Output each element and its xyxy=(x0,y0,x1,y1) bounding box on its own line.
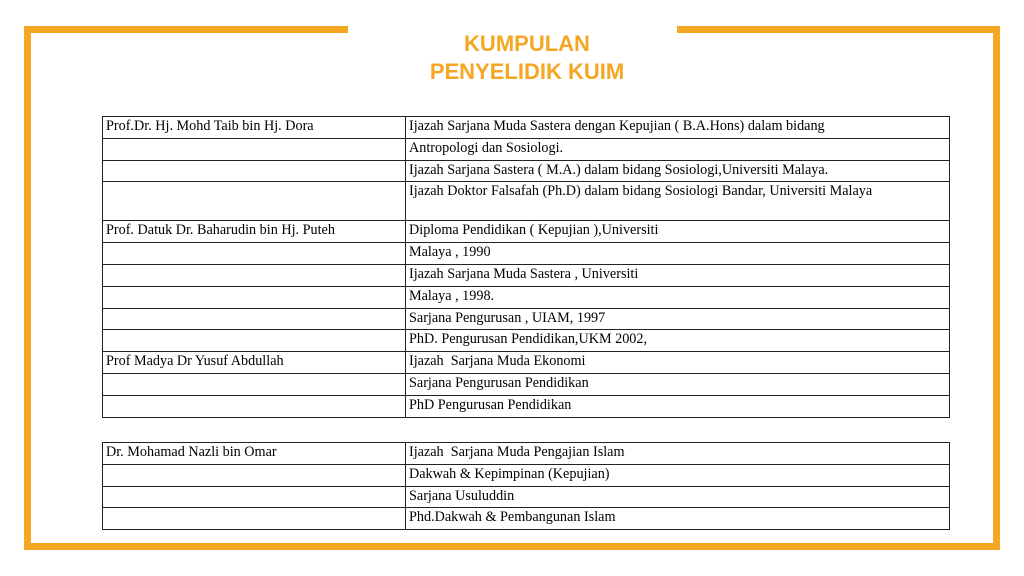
researcher-name xyxy=(103,395,406,417)
researcher-name xyxy=(103,243,406,265)
frame-right xyxy=(993,26,1000,550)
qualification: PhD. Pengurusan Pendidikan,UKM 2002, xyxy=(406,330,950,352)
table-row xyxy=(103,464,950,486)
table-row xyxy=(103,221,950,243)
researcher-name xyxy=(103,330,406,352)
qualification: Sarjana Pengurusan , UIAM, 1997 xyxy=(406,308,950,330)
researcher-name xyxy=(103,486,406,508)
qualification: Ijazah Doktor Falsafah (Ph.D) dalam bidang Sosiologi Bandar, Universiti Malaya xyxy=(406,182,950,221)
qualification: Ijazah Sarjana Muda Pengajian Islam xyxy=(406,443,950,465)
researcher-name: Prof. Datuk Dr. Baharudin bin Hj. Puteh xyxy=(103,221,406,243)
researcher-name xyxy=(103,286,406,308)
table-row xyxy=(103,330,950,352)
researcher-name xyxy=(103,308,406,330)
table-row xyxy=(103,486,950,508)
frame-bottom xyxy=(24,543,1000,550)
frame-top-right xyxy=(677,26,1000,33)
table-row xyxy=(103,443,950,465)
frame-top-left xyxy=(24,26,348,33)
qualification: Diploma Pendidikan ( Kepujian ),Universiti xyxy=(406,221,950,243)
table-row xyxy=(103,117,950,139)
frame-left xyxy=(24,26,31,550)
researcher-name: Prof.Dr. Hj. Mohd Taib bin Hj. Dora xyxy=(103,117,406,139)
researcher-table-1 xyxy=(102,116,950,418)
table-row xyxy=(103,395,950,417)
qualification: PhD Pengurusan Pendidikan xyxy=(406,395,950,417)
table-row xyxy=(103,182,950,221)
table-row xyxy=(103,286,950,308)
qualification: Malaya , 1998. xyxy=(406,286,950,308)
researcher-name xyxy=(103,182,406,221)
researcher-table-2 xyxy=(102,442,950,530)
table-row xyxy=(103,508,950,530)
researcher-name xyxy=(103,464,406,486)
table-row xyxy=(103,138,950,160)
table-row xyxy=(103,160,950,182)
researcher-name: Dr. Mohamad Nazli bin Omar xyxy=(103,443,406,465)
qualification: Ijazah Sarjana Muda Sastera dengan Kepujian ( B.A.Hons) dalam bidang xyxy=(406,117,950,139)
researcher-name xyxy=(103,138,406,160)
table-row xyxy=(103,243,950,265)
researcher-name: Prof Madya Dr Yusuf Abdullah xyxy=(103,352,406,374)
researcher-name xyxy=(103,264,406,286)
table-row xyxy=(103,308,950,330)
qualification: Ijazah Sarjana Sastera ( M.A.) dalam bidang Sosiologi,Universiti Malaya. xyxy=(406,160,950,182)
qualification: Sarjana Pengurusan Pendidikan xyxy=(406,373,950,395)
qualification: Sarjana Usuluddin xyxy=(406,486,950,508)
page-title xyxy=(400,30,654,86)
researcher-name xyxy=(103,373,406,395)
qualification: Antropologi dan Sosiologi. xyxy=(406,138,950,160)
table-row xyxy=(103,373,950,395)
title-line-1: KUMPULAN xyxy=(464,31,590,56)
title-line-2: PENYELIDIK KUIM xyxy=(429,59,625,84)
qualification: Dakwah & Kepimpinan (Kepujian) xyxy=(406,464,950,486)
qualification: Ijazah Sarjana Muda Ekonomi xyxy=(406,352,950,374)
researcher-name xyxy=(103,508,406,530)
qualification: Malaya , 1990 xyxy=(406,243,950,265)
table-row xyxy=(103,352,950,374)
researcher-name xyxy=(103,160,406,182)
qualification: Phd.Dakwah & Pembangunan Islam xyxy=(406,508,950,530)
qualification: Ijazah Sarjana Muda Sastera , Universiti xyxy=(406,264,950,286)
table-row xyxy=(103,264,950,286)
